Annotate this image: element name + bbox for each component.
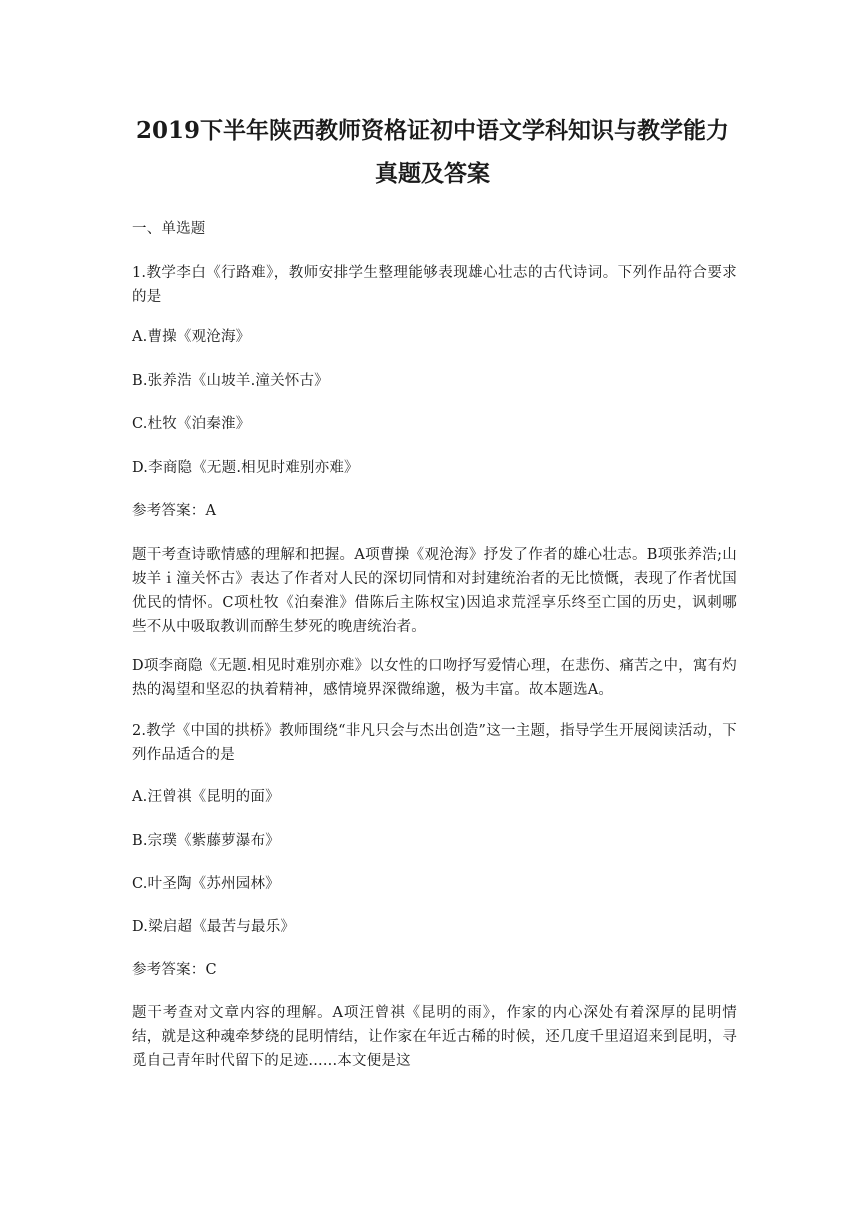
question-2-stem: 2.教学《中国的拱桥》教师围绕“非凡只会与杰出创造”这一主题，指导学生开展阅读活动，下列作品适合的是 <box>132 723 737 763</box>
question-2-answer: 参考答案：C <box>132 962 217 978</box>
question-2-option-a: A.汪曾祺《昆明的面》 <box>132 789 280 805</box>
document-title-line-2: 真题及答案 <box>375 160 490 187</box>
question-2-option-d: D.梁启超《最苦与最乐》 <box>132 919 296 935</box>
question-1-option-a: A.曹操《观沧海》 <box>132 329 251 345</box>
question-1-answer: 参考答案：A <box>132 503 217 519</box>
question-1-option-d: D.李商隐《无题.相见时难别亦难》 <box>132 460 359 476</box>
question-1-analysis-2: D项李商隐《无题.相见时难别亦难》以女性的口吻抒写爱情心理，在悲伤、痛苦之中，寓有灼热的渴望和坚忍的执着精神，感情境界深微绵邈，极为丰富。故本题选A。 <box>132 658 737 698</box>
question-1-option-b: B.张养浩《山坡羊.潼关怀古》 <box>132 373 329 389</box>
question-1-stem: 1.教学李白《行路难》，教师安排学生整理能够表现雄心壮志的古代诗词。下列作品符合要求的是 <box>132 265 737 305</box>
document-title-line-1: 2019下半年陕西教师资格证初中语文学科知识与教学能力 <box>135 117 729 144</box>
question-2-analysis-1: 题干考查对文章内容的理解。A项汪曾祺《昆明的雨》，作家的内心深处有着深厚的昆明情结，就是这种魂牵梦绕的昆明情结，让作家在年近古稀的时候，还几度千里迢迢来到昆明，寻觅自己青年时代留下的足迹......本文便是这 <box>132 1005 737 1069</box>
question-2-option-c: C.叶圣陶《苏州园林》 <box>132 876 280 892</box>
question-2-option-b: B.宗璞《紫藤萝瀑布》 <box>132 833 280 849</box>
section-heading: 一、单选题 <box>132 221 206 237</box>
question-1-analysis-1: 题干考查诗歌情感的理解和把握。A项曹操《观沧海》抒发了作者的雄心壮志。B项张养浩;山坡羊ｉ潼关怀古》表达了作者对人民的深切同情和对封建统治者的无比愤慨，表现了作者忧国优民的情怀。C项杜牧《泊秦淮》借陈后主陈权宝)因追求荒淫享乐终至亡国的历史，讽刺哪些不从中吸取教训而醉生梦死的晚唐统治者。 <box>132 547 737 635</box>
question-1-option-c: C.杜牧《泊秦淮》 <box>132 416 251 432</box>
